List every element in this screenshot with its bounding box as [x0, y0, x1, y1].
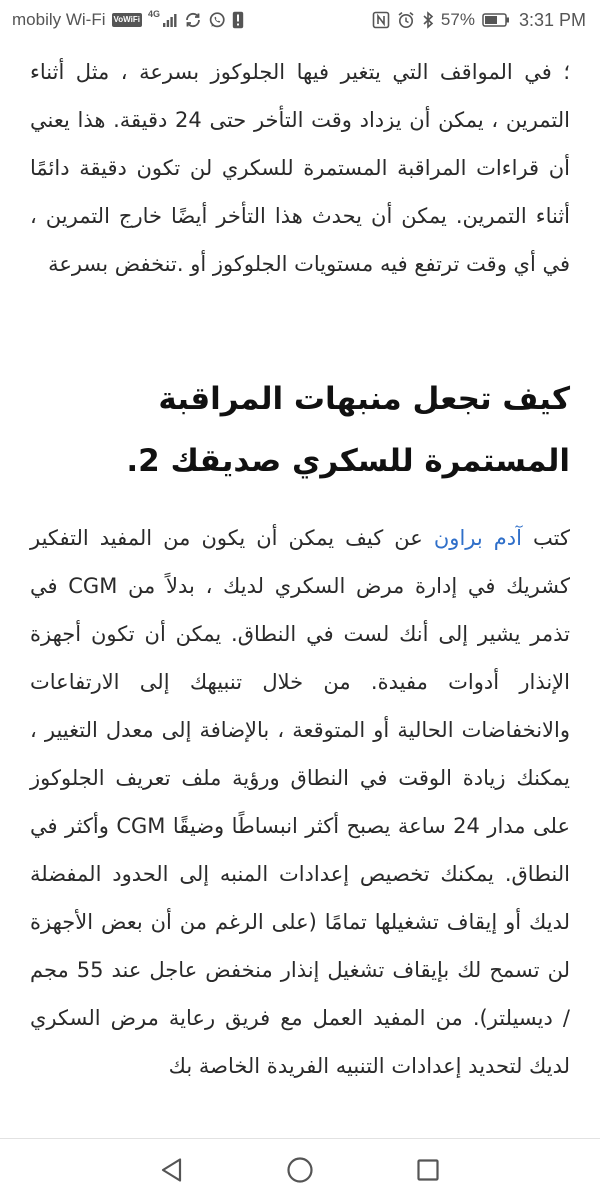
- battery-percent: 57%: [440, 10, 475, 29]
- carrier-label: mobily Wi-Fi: [12, 10, 106, 29]
- home-circle-icon: [286, 1156, 314, 1184]
- status-left-group: [12, 0, 244, 40]
- home-button[interactable]: [268, 1139, 332, 1201]
- recents-button[interactable]: [396, 1139, 460, 1201]
- back-button[interactable]: [140, 1139, 204, 1201]
- heading-number: 2.: [126, 443, 160, 479]
- article-paragraph-2: [0, 514, 600, 1090]
- bluetooth-icon: [422, 11, 434, 29]
- status-bar: [0, 0, 600, 40]
- sync-icon: [184, 11, 202, 29]
- vowifi-badge: VoWiFi: [112, 13, 142, 27]
- paragraph-2-body: عن كيف يمكن أن يكون من المفيد التفكير كشريك في إدارة مرض السكري لديك ، بدلاً من CGM في تذمر يشير إلى أنك لست في النطاق. يمكن أن تكون أجهزة الإنذار أدوات مفيدة. من خلال تنبيهك إلى الارتفاعات والانخفاضات الحالية أو المتوقعة ، بالإضافة إلى معدل التغيير ، يمكنك زيادة الوقت في النطاق ورؤية ملف تعريف الجلوكوز على مدار 24 ساعة يصبح أكثر انبساطًا وضيقًا CGM وأكثر في النطاق. يمكنك تخصيص إعدادات المنبه إلى الحدود المفضلة لديك أو إيقاف تشغيلها تمامًا (على الرغم من أن بعض الأجهزة لن تسمح لك بإيقاف تشغيل إنذار منخفض عاجل عند 55 مجم / ديسيلتر). من المفيد العمل مع فريق رعاية مرض السكري لديك لتحديد إعدادات التنبيه الفريدة الخاصة بك: [30, 526, 570, 1078]
- alert-icon: [232, 11, 244, 29]
- article-paragraph-1: ؛ في المواقف التي يتغير فيها الجلوكوز بسرعة ، مثل أثناء التمرين ، يمكن أن يزداد وقت التأخر حتى 24 دقيقة. هذا يعني أن قراءات المراقبة المستمرة للسكري لن تكون دقيقة دائمًا أثناء التمرين. يمكن أن يحدث هذا التأخر أيضًا خارج التمرين ، في أي وقت ترتفع فيه مستويات الجلوكوز أو .تنخفض بسرعة: [30, 60, 570, 276]
- recents-square-icon: [416, 1158, 440, 1182]
- article-content: [0, 40, 600, 1138]
- alarm-icon: [397, 11, 415, 29]
- network-type-label: 4G: [147, 9, 160, 19]
- back-triangle-icon: [160, 1157, 184, 1183]
- nfc-icon: [372, 11, 390, 29]
- author-link[interactable]: آدم براون: [433, 526, 522, 550]
- signal-icon: [162, 12, 178, 28]
- status-right-group: [372, 0, 586, 40]
- navigation-bar: [0, 1138, 600, 1200]
- battery-icon: [482, 13, 510, 27]
- paragraph-2-prefix: كتب: [533, 526, 570, 550]
- clock: 3:31 PM: [518, 9, 586, 30]
- heading-text: كيف تجعل منبهات المراقبة المستمرة للسكري صديقك: [158, 381, 570, 479]
- whatsapp-icon: [208, 11, 226, 29]
- section-heading: [0, 368, 600, 492]
